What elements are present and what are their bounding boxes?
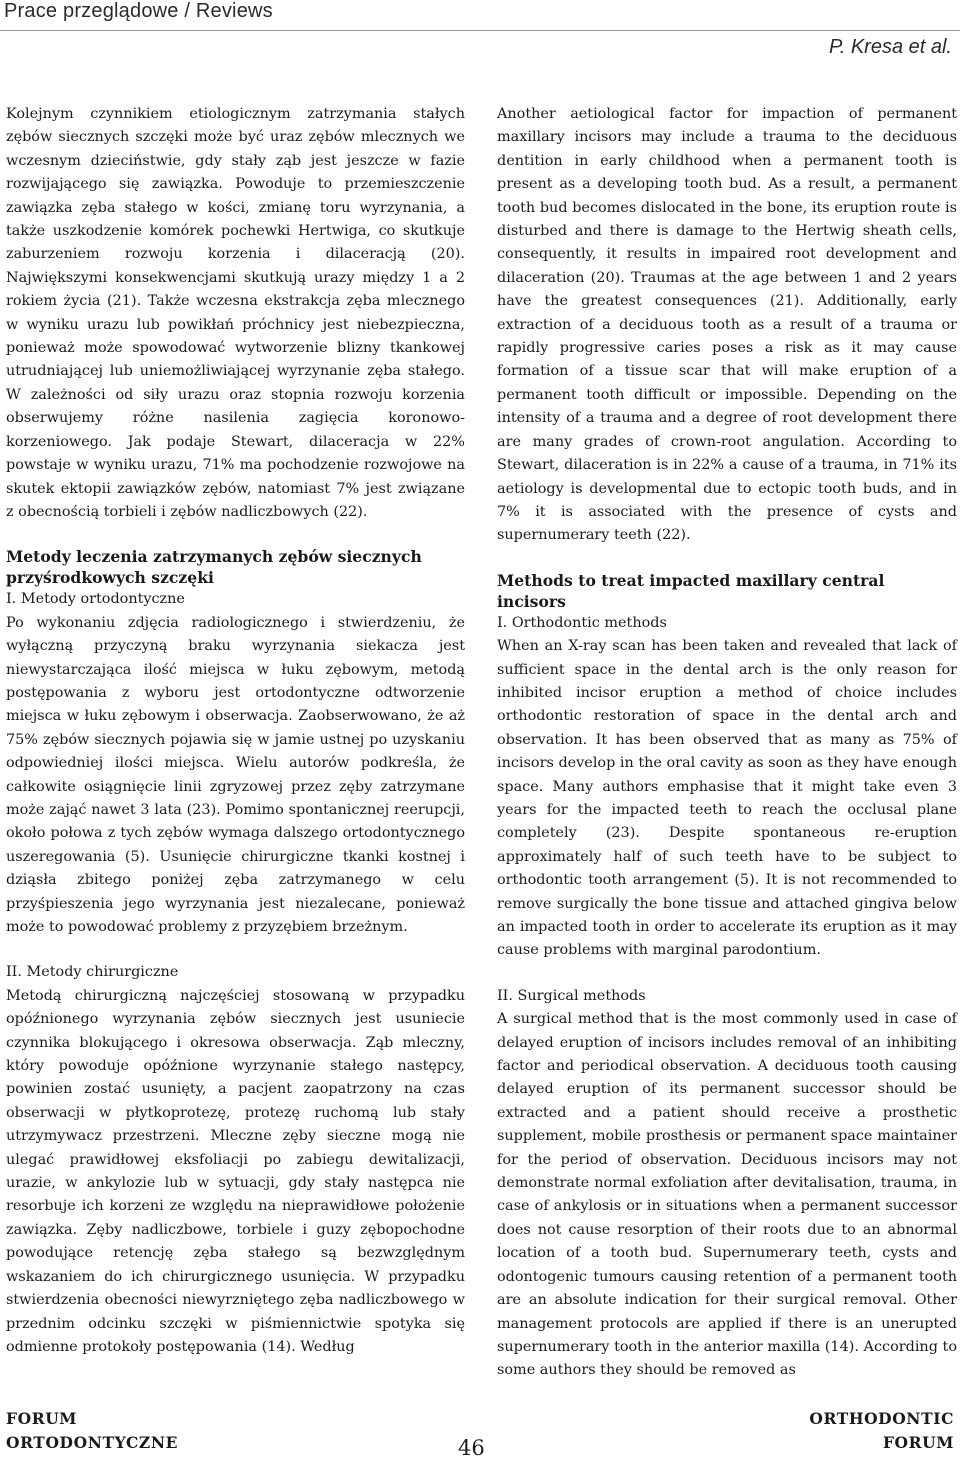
header-divider <box>0 30 960 31</box>
subheading-surgical-pl: II. Metody chirurgiczne <box>6 964 179 981</box>
orthodontic-paragraph-pl: Po wykonaniu zdjęcia radiologicznego i stwierdzeniu, że wyłączną przyczyną braku wyrzynania siekacza jest niewystarczająca ilość miejsca w łuku zębowym, metodą postępowania z wyboru jest ortodontyczne odtworzenie miejsca w łuku zębowym i obserwacja. Zaobserwowano, że aż 75% zębów siecznych pojawia się w jamie ustnej po uzyskaniu odpowiedniej ilości miejsca. Wielu autorów podkreśla, że całkowite osiągnięcie linii zgryzowej przez zęby zatrzymane może zająć nawet 3 lata (23). Pomimo spontanicznej reerupcji, około połowa z tych zębów wymaga dalszego ortodontycznego uszeregowania (5). Usunięcie chirurgiczne tkanki kostnej i dziąsła zbitego poniżej zęba zatrzymanego w celu przyśpieszenia jego wyrzynania jest niezalecane, ponieważ może to powodować problemy z przyzębiem brzeżnym. <box>6 614 465 935</box>
english-column <box>497 103 957 1383</box>
intro-paragraph-pl: Kolejnym czynnikiem etiologicznym zatrzymania stałych zębów siecznych szczęki może być uraz zębów mlecznych we wczesnym dzieciństwie, gdy stały ząb jest jeszcze w fazie rozwijającego się zawiązka. Powoduje to przemieszczenie zawiązka zęba stałego w kości, zmianę toru wyrzynania, a także uszkodzenie komórek pochewki Hertwiga, co skutkuje zaburzeniem rozwoju korzenia i dilaceracją (20). Największymi konsekwencjami skutkują urazy między 1 a 2 rokiem życia (21). Także wczesna ekstrakcja zęba mlecznego w wyniku urazu lub powikłań próchnicy jest niebezpieczna, ponieważ może spowodować wytworzenie blizny tkankowej utrudniającej lub uniemożliwiającej wyrzynanie zęba stałego. W zależności od siły urazu oraz stopnia rozwoju korzenia obserwujemy różne nasilenia zagięcia koronowo-korzeniowego. Jak podaje Stewart, dilaceracja w 22% powstaje w wyniku urazu, 71% ma pochodzenie rozwojowe na skutek ektopii zawiązków zębów, natomiast 7% jest związane z obecnością torbieli i zębów nadliczbowych (22). <box>6 106 465 520</box>
footer-journal-pl-line1: FORUM <box>6 1409 78 1428</box>
surgical-paragraph-pl: Metodą chirurgiczną najczęściej stosowaną w przypadku opóźnionego wyrzynania zębów siecznych jest usuniecie czynnika blokującego i okresowa obserwacja. Ząb mleczny, który powoduje opóźnione wyrzynanie stałego następcy, powinien zostać usunięty, a pacjent zaopatrzony na czas obserwacji w płytkoprotezę, protezę ruchomą lub stały utrzymywacz przestrzeni. Mleczne zęby sieczne mogą nie ulegać prawidłowej eksfoliacji po zabiegu dewitalizacji, urazie, w ankylozie lub w sytuacji, gdy stały następca nie resorbuje ich korzeni ze względu na nieprawidłowe położenie zawiązka. Zęby nadliczbowe, torbiele i guzy zębopochodne powodujące retencję zęba stałego są bezwzględnym wskazaniem do ich chirurgicznego usunięcia. W przypadku stwierdzenia obecności niewyrzniętego zęba nadliczbowego w przednim odcinku szczęki w piśmiennictwie spotyka się odmienne protokoły postępowania (14). Według <box>6 987 465 1355</box>
intro-paragraph-en: Another aetiological factor for impaction of permanent maxillary incisors may include a trauma to the deciduous dentition in early childhood when a permanent tooth is present as a developing tooth bud. As a result, a permanent tooth bud becomes dislocated in the bone, its eruption route is disturbed and there is damage to the Hertwig sheath cells, consequently, it results in impaired root development and dilaceration (20). Traumas at the age between 1 and 2 years have the greatest consequences (21). Additionally, early extraction of a deciduous tooth as a result of a trauma or rapidly progressive caries poses a risk as it may cause formation of a tissue scar that will make eruption of a permanent tooth difficult or impossible. Depending on the intensity of a trauma and a degree of root development there are many grades of crown-root angulation. According to Stewart, dilaceration is in 22% a cause of a trauma, in 71% its aetiology is developmental due to ectopic tooth buds, and in 7% it is associated with the presence of cysts and supernumerary teeth (22). <box>497 106 957 544</box>
section-heading-pl: Metody leczenia zatrzymanych zębów siecznych przyśrodkowych szczęki <box>6 547 422 588</box>
section-heading-en: Methods to treat impacted maxillary central incisors <box>497 570 885 611</box>
subheading-surgical-en: II. Surgical methods <box>497 987 646 1004</box>
polish-column <box>6 103 465 1359</box>
running-header-section: Prace przeglądowe / Reviews <box>4 0 273 22</box>
subheading-orthodontic-pl: I. Metody ortodontyczne <box>6 591 185 608</box>
running-header-authors: P. Kresa et al. <box>828 36 952 58</box>
footer-journal-pl-line2: ORTODONTYCZNE <box>6 1433 179 1452</box>
subheading-orthodontic-en: I. Orthodontic methods <box>497 614 667 631</box>
footer-journal-en-line1: ORTHODONTIC <box>809 1409 954 1428</box>
page-number: 46 <box>458 1436 485 1460</box>
orthodontic-paragraph-en: When an X-ray scan has been taken and revealed that lack of sufficient space in the dental arch is the only reason for inhibited incisor eruption a method of choice includes orthodontic restoration of space in the dental arch and observation. It has been observed that as many as 75% of incisors develop in the oral cavity as soon as they have enough space. Many authors emphasise that it might take even 3 years for the impacted teeth to reach the occlusal plane completely (23). Despite spontaneous re-eruption approximately half of such teeth have to be subject to orthodontic tooth arrangement (5). It is not recommended to remove surgically the bone tissue and attached gingiva below an impacted tooth in order to accelerate its eruption as it may cause problems with marginal parodontium. <box>497 638 957 959</box>
footer-journal-en-line2: FORUM <box>882 1433 954 1452</box>
surgical-paragraph-en: A surgical method that is the most commonly used in case of delayed eruption of incisors includes removal of an inhibiting factor and periodical observation. A deciduous tooth causing delayed eruption of its permanent successor should be extracted and a patient should receive a prosthetic supplement, mobile prosthesis or permanent space maintainer for the period of observation. Deciduous incisors may not demonstrate normal exfoliation after devitalisation, trauma, in case of ankylosis or in situations when a permanent successor does not cause resorption of their roots due to an abnormal location of a tooth bud. Supernumerary teeth, cysts and odontogenic tumours causing retention of a permanent tooth are an absolute indication for their surgical removal. Other management protocols are applied if there is an unerupted supernumerary tooth in the anterior maxilla (14). According to some authors they should be removed as <box>497 1011 957 1379</box>
